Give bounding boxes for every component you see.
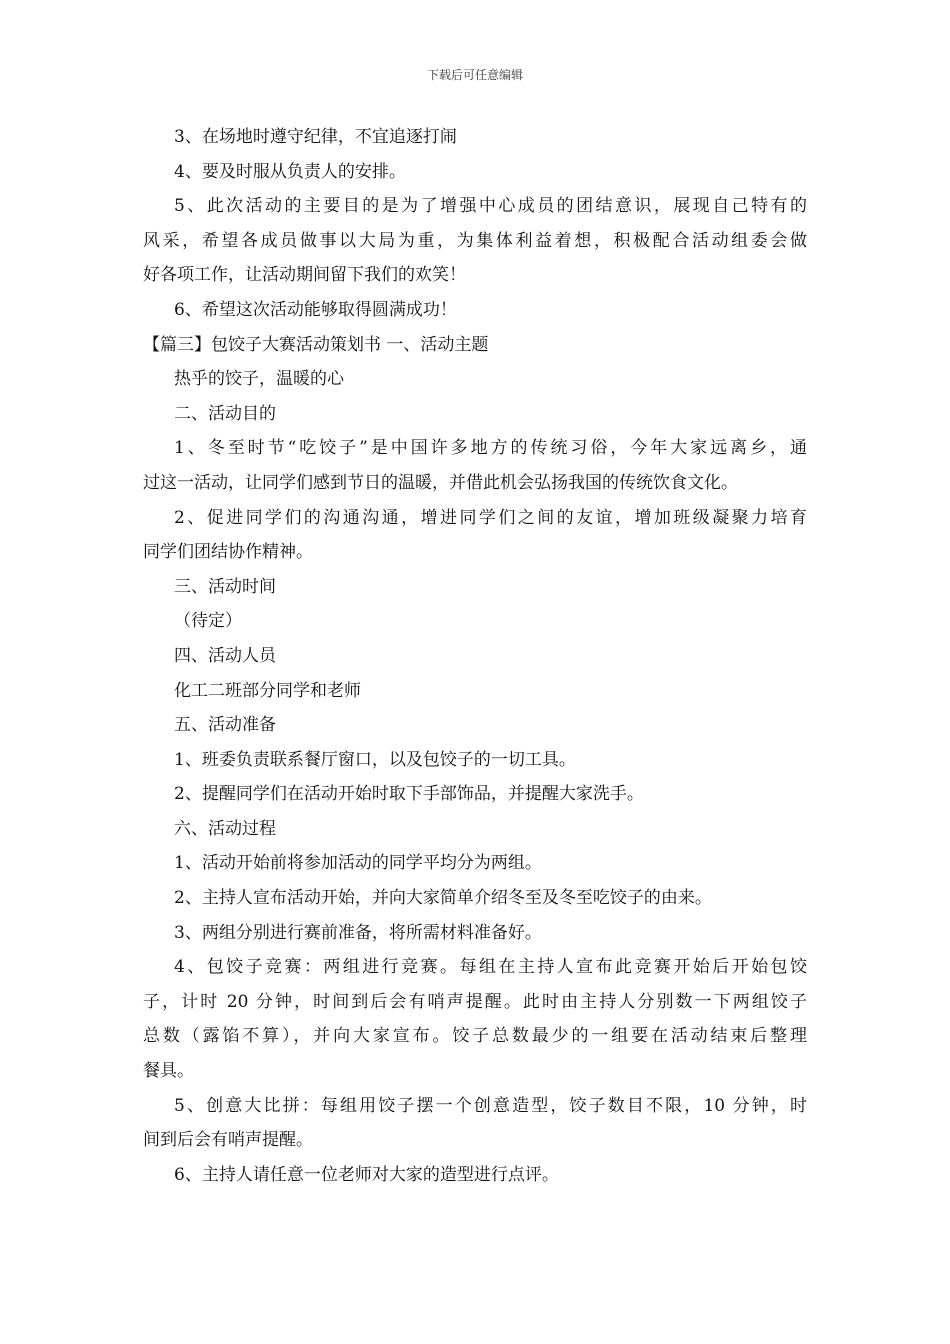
paragraph-line: 三、活动时间: [174, 576, 276, 597]
paragraph: [143, 431, 807, 500]
paragraph-line: 5、创意大比拼：每组用饺子摆一个创意造型，饺子数目不限，10 分钟，时: [174, 1095, 807, 1116]
paragraph: [143, 708, 807, 743]
paragraph-line: 4、要及时服从负责人的安排。: [174, 161, 406, 182]
paragraph: [143, 604, 807, 639]
document-body: [143, 120, 807, 1192]
paragraph: [143, 362, 807, 397]
paragraph-line: 总数（露馅不算），并向大家宣布。饺子总数最少的一组要在活动结束后整理: [143, 1026, 807, 1047]
paragraph: [143, 189, 807, 293]
paragraph-line: 六、活动过程: [174, 818, 276, 839]
paragraph-line: 6、希望这次活动能够取得圆满成功！: [174, 299, 457, 320]
paragraph: [143, 743, 807, 778]
paragraph: [143, 293, 807, 328]
paragraph-line: 1、冬至时节“吃饺子”是中国许多地方的传统习俗，今年大家远离乡，通: [174, 438, 807, 459]
paragraph: [143, 950, 807, 1088]
paragraph-line: 子，计时 20 分钟，时间到后会有哨声提醒。此时由主持人分别数一下两组饺子: [143, 991, 807, 1012]
paragraph-line: 间到后会有哨声提醒。: [143, 1130, 313, 1151]
paragraph: [143, 846, 807, 881]
paragraph-line: 1、活动开始前将参加活动的同学平均分为两组。: [174, 853, 542, 874]
paragraph-line: 6、主持人请任意一位老师对大家的造型进行点评。: [174, 1164, 559, 1185]
paragraph: [143, 155, 807, 190]
paragraph-line: 4、包饺子竞赛：两组进行竞赛。每组在主持人宣布此竞赛开始后开始包饺: [174, 957, 807, 978]
paragraph-line: （待定）: [174, 611, 242, 632]
paragraph: [143, 777, 807, 812]
paragraph-line: 3、在场地时遵守纪律，不宜追逐打闹: [174, 127, 457, 147]
paragraph-line: 餐具。: [143, 1061, 194, 1082]
paragraph-line: 2、提醒同学们在活动开始时取下手部饰品，并提醒大家洗手。: [174, 784, 644, 805]
paragraph-line: 好各项工作，让活动期间留下我们的欢笑！: [143, 265, 466, 286]
paragraph-line: 2、主持人宣布活动开始，并向大家简单介绍冬至及冬至吃饺子的由来。: [174, 888, 712, 909]
paragraph: [143, 916, 807, 951]
paragraph: [143, 1089, 807, 1158]
paragraph-line: 风采，希望各成员做事以大局为重，为集体利益着想，积极配合活动组委会做: [143, 230, 807, 251]
paragraph-line: 同学们团结协作精神。: [143, 542, 313, 563]
paragraph-line: 过这一活动，让同学们感到节日的温暖，并借此机会弘扬我国的传统饮食文化。: [143, 472, 738, 493]
paragraph-line: 【篇三】包饺子大赛活动策划书 一、活动主题: [143, 334, 489, 355]
paragraph: [143, 881, 807, 916]
page-header: 下载后可任意编辑: [426, 68, 523, 82]
paragraph-line: 二、活动目的: [174, 403, 276, 424]
paragraph: [143, 120, 807, 155]
paragraph-line: 热乎的饺子，温暖的心: [174, 369, 344, 390]
paragraph: [143, 501, 807, 570]
paragraph: [143, 570, 807, 605]
paragraph-line: 1、班委负责联系餐厅窗口，以及包饺子的一切工具。: [174, 749, 576, 770]
paragraph: [143, 674, 807, 709]
paragraph: [143, 397, 807, 432]
paragraph-line: 五、活动准备: [174, 715, 276, 736]
paragraph: [143, 812, 807, 847]
paragraph: [143, 1158, 807, 1193]
paragraph-line: 四、活动人员: [174, 645, 276, 666]
paragraph-line: 3、两组分别进行赛前准备，将所需材料准备好。: [174, 922, 542, 943]
paragraph-line: 化工二班部分同学和老师: [174, 680, 361, 701]
paragraph-line: 2、促进同学们的沟通沟通，增进同学们之间的友谊，增加班级凝聚力培育: [174, 507, 807, 528]
paragraph-line: 5、此次活动的主要目的是为了增强中心成员的团结意识，展现自己特有的: [174, 196, 807, 217]
paragraph: [143, 328, 807, 363]
paragraph: [143, 639, 807, 674]
